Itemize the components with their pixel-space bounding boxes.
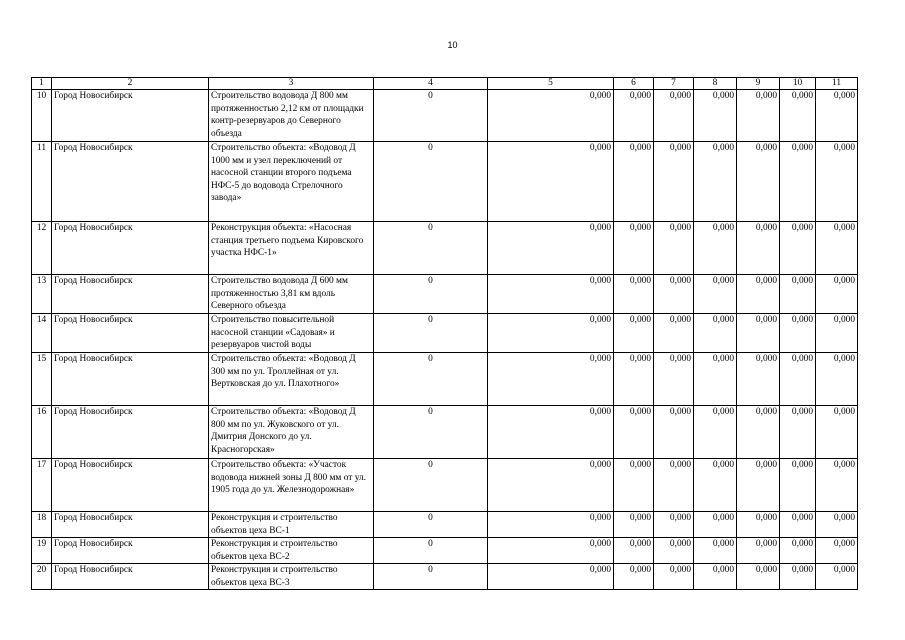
value-cell-7: 0,000 bbox=[654, 406, 694, 459]
row-number: 13 bbox=[32, 275, 52, 314]
value-cell-8: 0,000 bbox=[694, 222, 737, 275]
value-cell-11: 0,000 bbox=[816, 459, 858, 512]
value-cell-6: 0,000 bbox=[614, 142, 654, 222]
object-description-cell: Реконструкция и строительство объектов цеха ВС-3 bbox=[209, 564, 374, 590]
value-cell-9: 0,000 bbox=[737, 142, 780, 222]
locality-cell: Город Новосибирск bbox=[52, 538, 209, 564]
value-cell-9: 0,000 bbox=[737, 222, 780, 275]
table-row bbox=[32, 90, 858, 142]
value-cell-11: 0,000 bbox=[816, 538, 858, 564]
value-cell-8: 0,000 bbox=[694, 314, 737, 353]
value-cell-6: 0,000 bbox=[614, 353, 654, 406]
value-cell-8: 0,000 bbox=[694, 406, 737, 459]
row-number: 15 bbox=[32, 353, 52, 406]
value-cell-4: 0 bbox=[374, 90, 488, 142]
value-cell-10: 0,000 bbox=[780, 90, 816, 142]
value-cell-5: 0,000 bbox=[488, 314, 614, 353]
row-number: 16 bbox=[32, 406, 52, 459]
value-cell-7: 0,000 bbox=[654, 538, 694, 564]
value-cell-4: 0 bbox=[374, 222, 488, 275]
table-row bbox=[32, 142, 858, 222]
value-cell-9: 0,000 bbox=[737, 406, 780, 459]
value-cell-10: 0,000 bbox=[780, 275, 816, 314]
value-cell-11: 0,000 bbox=[816, 90, 858, 142]
row-number: 17 bbox=[32, 459, 52, 512]
value-cell-11: 0,000 bbox=[816, 564, 858, 590]
value-cell-5: 0,000 bbox=[488, 538, 614, 564]
value-cell-4: 0 bbox=[374, 564, 488, 590]
value-cell-11: 0,000 bbox=[816, 512, 858, 538]
value-cell-4: 0 bbox=[374, 406, 488, 459]
value-cell-7: 0,000 bbox=[654, 314, 694, 353]
value-cell-9: 0,000 bbox=[737, 459, 780, 512]
object-description-cell: Строительство водовода Д 800 мм протяженностью 2,12 км от площадки контр-резервуаров до Северного объезда bbox=[209, 90, 374, 142]
value-cell-10: 0,000 bbox=[780, 406, 816, 459]
value-cell-4: 0 bbox=[374, 275, 488, 314]
column-header: 6 bbox=[614, 78, 654, 90]
value-cell-9: 0,000 bbox=[737, 90, 780, 142]
row-number: 11 bbox=[32, 142, 52, 222]
locality-cell: Город Новосибирск bbox=[52, 512, 209, 538]
value-cell-8: 0,000 bbox=[694, 538, 737, 564]
value-cell-5: 0,000 bbox=[488, 353, 614, 406]
table-row bbox=[32, 275, 858, 314]
value-cell-6: 0,000 bbox=[614, 90, 654, 142]
value-cell-6: 0,000 bbox=[614, 538, 654, 564]
value-cell-4: 0 bbox=[374, 142, 488, 222]
value-cell-11: 0,000 bbox=[816, 314, 858, 353]
value-cell-7: 0,000 bbox=[654, 90, 694, 142]
value-cell-8: 0,000 bbox=[694, 275, 737, 314]
header-row bbox=[32, 78, 858, 90]
value-cell-9: 0,000 bbox=[737, 564, 780, 590]
value-cell-10: 0,000 bbox=[780, 142, 816, 222]
column-header: 1 bbox=[32, 78, 52, 90]
table-row bbox=[32, 222, 858, 275]
column-header: 2 bbox=[52, 78, 209, 90]
table-row bbox=[32, 314, 858, 353]
value-cell-8: 0,000 bbox=[694, 512, 737, 538]
locality-cell: Город Новосибирск bbox=[52, 222, 209, 275]
value-cell-6: 0,000 bbox=[614, 564, 654, 590]
value-cell-6: 0,000 bbox=[614, 459, 654, 512]
object-description-cell: Строительство повысительной насосной станции «Садовая» и резервуаров чистой воды bbox=[209, 314, 374, 353]
object-description-cell: Строительство объекта: «Водовод Д 300 мм по ул. Троллейная от ул. Вертковская до ул. Плахотного» bbox=[209, 353, 374, 406]
object-description-cell: Строительство объекта: «Водовод Д 800 мм по ул. Жуковского от ул. Дмитрия Донского до ул. Красногорская» bbox=[209, 406, 374, 459]
value-cell-6: 0,000 bbox=[614, 406, 654, 459]
row-number: 14 bbox=[32, 314, 52, 353]
value-cell-4: 0 bbox=[374, 538, 488, 564]
locality-cell: Город Новосибирск bbox=[52, 564, 209, 590]
locality-cell: Город Новосибирск bbox=[52, 90, 209, 142]
locality-cell: Город Новосибирск bbox=[52, 459, 209, 512]
object-description-cell: Строительство объекта: «Водовод Д 1000 мм и узел переключений от насосной станции второго подъема НФС-5 до водовода Стрелочного завода» bbox=[209, 142, 374, 222]
value-cell-11: 0,000 bbox=[816, 353, 858, 406]
value-cell-9: 0,000 bbox=[737, 314, 780, 353]
row-number: 18 bbox=[32, 512, 52, 538]
table-row bbox=[32, 406, 858, 459]
object-description-cell: Строительство объекта: «Участок водовода нижней зоны Д 800 мм от ул. 1905 года до ул. Железнодорожная» bbox=[209, 459, 374, 512]
value-cell-11: 0,000 bbox=[816, 222, 858, 275]
value-cell-5: 0,000 bbox=[488, 459, 614, 512]
value-cell-9: 0,000 bbox=[737, 512, 780, 538]
object-description-cell: Строительство водовода Д 600 мм протяженностью 3,81 км вдоль Северного объезда bbox=[209, 275, 374, 314]
value-cell-8: 0,000 bbox=[694, 353, 737, 406]
column-header: 8 bbox=[694, 78, 737, 90]
row-number: 12 bbox=[32, 222, 52, 275]
value-cell-4: 0 bbox=[374, 512, 488, 538]
value-cell-9: 0,000 bbox=[737, 353, 780, 406]
column-header: 10 bbox=[780, 78, 816, 90]
table-row bbox=[32, 538, 858, 564]
value-cell-5: 0,000 bbox=[488, 90, 614, 142]
value-cell-11: 0,000 bbox=[816, 142, 858, 222]
column-header: 4 bbox=[374, 78, 488, 90]
table-row bbox=[32, 512, 858, 538]
value-cell-6: 0,000 bbox=[614, 512, 654, 538]
value-cell-4: 0 bbox=[374, 353, 488, 406]
value-cell-6: 0,000 bbox=[614, 275, 654, 314]
object-description-cell: Реконструкция объекта: «Насосная станция третьего подъема Кировского участка НФС-1» bbox=[209, 222, 374, 275]
data-table bbox=[31, 77, 858, 590]
value-cell-9: 0,000 bbox=[737, 538, 780, 564]
locality-cell: Город Новосибирск bbox=[52, 142, 209, 222]
value-cell-8: 0,000 bbox=[694, 90, 737, 142]
value-cell-10: 0,000 bbox=[780, 564, 816, 590]
value-cell-6: 0,000 bbox=[614, 222, 654, 275]
value-cell-10: 0,000 bbox=[780, 222, 816, 275]
value-cell-5: 0,000 bbox=[488, 222, 614, 275]
value-cell-8: 0,000 bbox=[694, 142, 737, 222]
locality-cell: Город Новосибирск bbox=[52, 314, 209, 353]
row-number: 20 bbox=[32, 564, 52, 590]
row-number: 19 bbox=[32, 538, 52, 564]
value-cell-5: 0,000 bbox=[488, 406, 614, 459]
value-cell-5: 0,000 bbox=[488, 275, 614, 314]
value-cell-5: 0,000 bbox=[488, 142, 614, 222]
value-cell-10: 0,000 bbox=[780, 538, 816, 564]
page-number: 10 bbox=[447, 40, 458, 50]
value-cell-7: 0,000 bbox=[654, 459, 694, 512]
value-cell-7: 0,000 bbox=[654, 564, 694, 590]
value-cell-8: 0,000 bbox=[694, 459, 737, 512]
column-header: 3 bbox=[209, 78, 374, 90]
column-header: 9 bbox=[737, 78, 780, 90]
table-row bbox=[32, 459, 858, 512]
value-cell-7: 0,000 bbox=[654, 512, 694, 538]
value-cell-11: 0,000 bbox=[816, 406, 858, 459]
value-cell-10: 0,000 bbox=[780, 459, 816, 512]
value-cell-10: 0,000 bbox=[780, 353, 816, 406]
column-header: 5 bbox=[488, 78, 614, 90]
value-cell-5: 0,000 bbox=[488, 564, 614, 590]
value-cell-5: 0,000 bbox=[488, 512, 614, 538]
value-cell-7: 0,000 bbox=[654, 275, 694, 314]
locality-cell: Город Новосибирск bbox=[52, 406, 209, 459]
value-cell-7: 0,000 bbox=[654, 353, 694, 406]
value-cell-10: 0,000 bbox=[780, 512, 816, 538]
value-cell-10: 0,000 bbox=[780, 314, 816, 353]
value-cell-11: 0,000 bbox=[816, 275, 858, 314]
locality-cell: Город Новосибирск bbox=[52, 275, 209, 314]
object-description-cell: Реконструкция и строительство объектов цеха ВС-2 bbox=[209, 538, 374, 564]
column-header: 7 bbox=[654, 78, 694, 90]
value-cell-7: 0,000 bbox=[654, 142, 694, 222]
value-cell-7: 0,000 bbox=[654, 222, 694, 275]
value-cell-9: 0,000 bbox=[737, 275, 780, 314]
value-cell-8: 0,000 bbox=[694, 564, 737, 590]
column-header: 11 bbox=[816, 78, 858, 90]
object-description-cell: Реконструкция и строительство объектов цеха ВС-1 bbox=[209, 512, 374, 538]
row-number: 10 bbox=[32, 90, 52, 142]
value-cell-6: 0,000 bbox=[614, 314, 654, 353]
value-cell-4: 0 bbox=[374, 459, 488, 512]
table-row bbox=[32, 564, 858, 590]
value-cell-4: 0 bbox=[374, 314, 488, 353]
locality-cell: Город Новосибирск bbox=[52, 353, 209, 406]
table-row bbox=[32, 353, 858, 406]
